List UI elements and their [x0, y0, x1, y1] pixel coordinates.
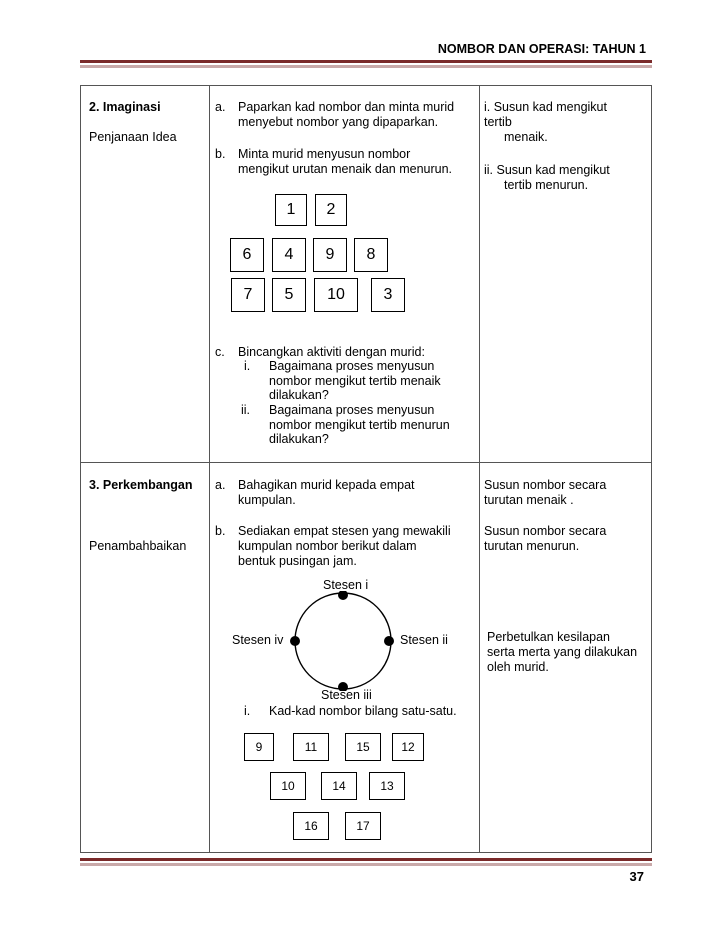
- station-cycle-diagram: [286, 591, 406, 691]
- row3-note2-line1: Susun nombor secara: [484, 524, 607, 538]
- station-dot-left: [290, 636, 300, 646]
- row2-b-line2: mengikut urutan menaik dan menurun.: [238, 162, 453, 176]
- row2-ci-marker: i.: [244, 359, 251, 373]
- number-card: 4: [272, 238, 306, 272]
- row2-note-i-line3: menaik.: [504, 130, 548, 144]
- row3-note3-line2: serta merta yang dilakukan: [487, 645, 638, 659]
- header-rule-light: [80, 65, 652, 68]
- row2-a-marker: a.: [215, 100, 226, 114]
- row2-c-marker: c.: [215, 345, 225, 359]
- row3-bi-marker: i.: [244, 704, 251, 718]
- row2-cii-line1: Bagaimana proses menyusun: [269, 403, 435, 417]
- row3-focus: Penambahbaikan: [89, 539, 187, 553]
- row3-note1-line2: turutan menaik .: [484, 493, 574, 507]
- number-card: 13: [369, 772, 405, 800]
- number-card: 6: [230, 238, 264, 272]
- lesson-table: [80, 85, 652, 853]
- row2-b-marker: b.: [215, 147, 226, 161]
- footer-rule-dark: [80, 858, 652, 861]
- row2-cii-marker: ii.: [241, 403, 251, 417]
- row2-cii-line3: dilakukan?: [269, 432, 329, 446]
- row3-b-line2: kumpulan nombor berikut dalam: [238, 539, 417, 553]
- number-card: 10: [314, 278, 358, 312]
- row3-a-line1: Bahagikan murid kepada empat: [238, 478, 415, 492]
- footer-rule-light: [80, 863, 652, 866]
- row2-focus: Penjanaan Idea: [89, 130, 177, 144]
- row3-bi-text: Kad-kad nombor bilang satu-satu.: [269, 704, 457, 718]
- number-card: 12: [392, 733, 424, 761]
- station-circle: [295, 593, 391, 689]
- station-dot-right: [384, 636, 394, 646]
- row3-note3-line1: Perbetulkan kesilapan: [487, 630, 610, 644]
- row3-b-line1: Sediakan empat stesen yang mewakili: [238, 524, 451, 538]
- number-card: 5: [272, 278, 306, 312]
- row2-note-i-line1: i. Susun kad mengikut: [484, 100, 607, 114]
- page-number: 37: [629, 869, 644, 884]
- number-card: 17: [345, 812, 381, 840]
- number-card: 2: [315, 194, 347, 226]
- number-card: 9: [313, 238, 347, 272]
- row2-note-ii-line1: ii. Susun kad mengikut: [484, 163, 610, 177]
- row-divider: [81, 462, 651, 463]
- row2-note-ii-line2: tertib menurun.: [504, 178, 589, 192]
- station-label-top: Stesen i: [323, 578, 369, 592]
- station-label-right: Stesen ii: [400, 633, 448, 647]
- column-divider-1: [209, 86, 210, 852]
- number-card: 10: [270, 772, 306, 800]
- number-card: 9: [244, 733, 274, 761]
- row2-ci-line1: Bagaimana proses menyusun: [269, 359, 435, 373]
- row2-a-line1: Paparkan kad nombor dan minta murid: [238, 100, 455, 114]
- page-header-title: NOMBOR DAN OPERASI: TAHUN 1: [437, 42, 646, 56]
- row3-a-line2: kumpulan.: [238, 493, 296, 507]
- column-divider-2: [479, 86, 480, 852]
- station-label-bottom: Stesen iii: [321, 688, 372, 702]
- row3-b-marker: b.: [215, 524, 226, 538]
- row2-cii-line2: nombor mengikut tertib menurun: [269, 418, 450, 432]
- row3-a-marker: a.: [215, 478, 226, 492]
- row2-a-line2: menyebut nombor yang dipaparkan.: [238, 115, 439, 129]
- station-label-left: Stesen iv: [232, 633, 284, 647]
- number-card: 14: [321, 772, 357, 800]
- number-card: 3: [371, 278, 405, 312]
- number-card: 15: [345, 733, 381, 761]
- row3-note1-line1: Susun nombor secara: [484, 478, 607, 492]
- row2-b-line1: Minta murid menyusun nombor: [238, 147, 411, 161]
- number-card: 11: [293, 733, 329, 761]
- row2-stage: 2. Imaginasi: [89, 100, 161, 114]
- row3-b-line3: bentuk pusingan jam.: [238, 554, 357, 568]
- row2-ci-line3: dilakukan?: [269, 388, 329, 402]
- row2-c-line1: Bincangkan aktiviti dengan murid:: [238, 345, 425, 359]
- number-card: 8: [354, 238, 388, 272]
- header-rule-dark: [80, 60, 652, 63]
- row2-ci-line2: nombor mengikut tertib menaik: [269, 374, 441, 388]
- row3-note2-line2: turutan menurun.: [484, 539, 580, 553]
- number-card: 1: [275, 194, 307, 226]
- row3-stage: 3. Perkembangan: [89, 478, 193, 492]
- number-card: 16: [293, 812, 329, 840]
- row3-note3-line3: oleh murid.: [487, 660, 549, 674]
- number-card: 7: [231, 278, 265, 312]
- row2-note-i-line2: tertib: [484, 115, 512, 129]
